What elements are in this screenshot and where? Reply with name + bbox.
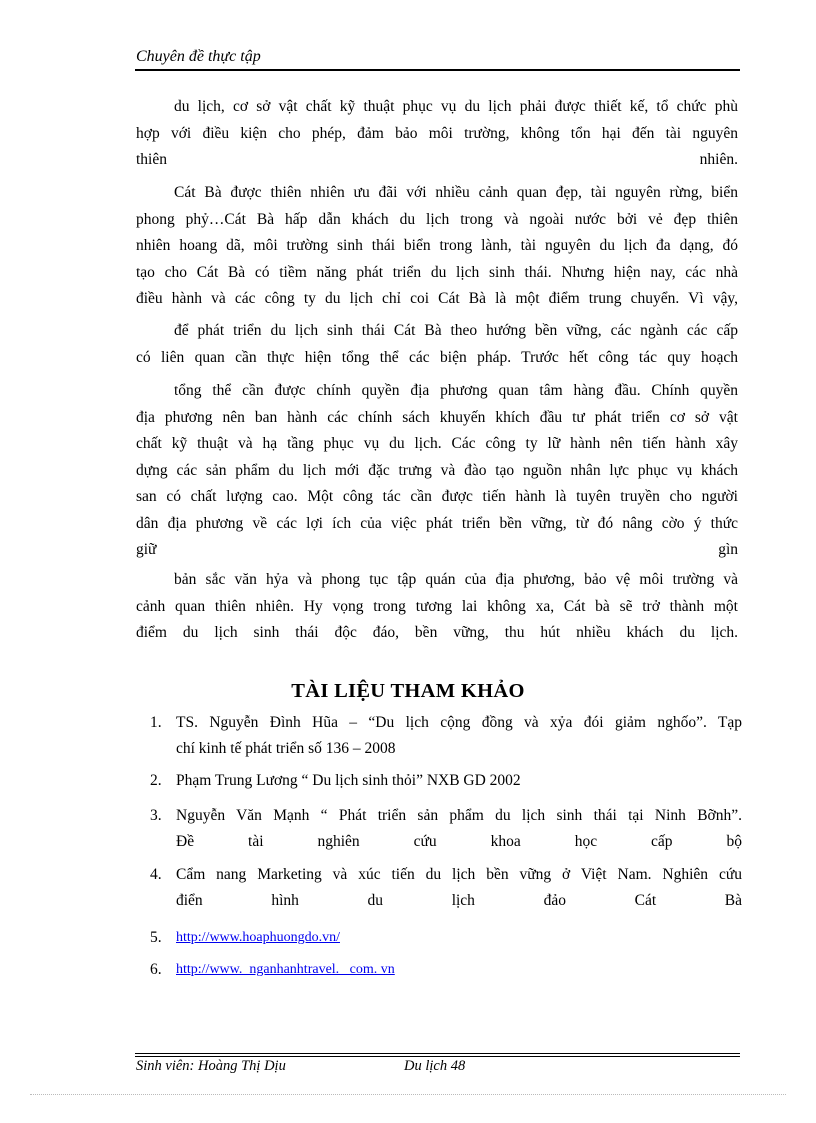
- reference-item: [150, 925, 742, 951]
- header-title: Chuyên đề thực tập: [136, 48, 261, 65]
- reference-item: [150, 803, 742, 855]
- reference-item: [150, 768, 742, 794]
- reference-number: 5.: [150, 929, 162, 946]
- reference-number: 2.: [150, 772, 162, 789]
- paragraph-line: thiên nhiên.: [136, 151, 738, 168]
- paragraph-5: [136, 567, 738, 647]
- paragraph-line: điều hành và các công ty du lịch chỉ coi Cát Bà là một điểm trung chuyển. Vì vậy,: [136, 290, 738, 307]
- page-edge: [30, 1094, 786, 1095]
- footer-rule: [135, 1056, 740, 1057]
- reference-item: [150, 957, 742, 983]
- reference-number: 3.: [150, 807, 162, 824]
- paragraph-line: tổng thể cần được chính quyền địa phương quan tâm hàng đầu. Chính quyền: [174, 382, 738, 399]
- reference-link[interactable]: http://www.hoaphuongdo.vn/: [176, 930, 340, 945]
- footer-class: Du lịch 48: [404, 1058, 466, 1074]
- reference-number: 6.: [150, 961, 162, 978]
- reference-number: 4.: [150, 866, 162, 883]
- paragraph-line: điểm du lịch sinh thái độc đáo, bền vững, thu hút nhiều khách du lịch.: [136, 624, 738, 641]
- footer-student: Sinh viên: Hoàng Thị Dịu: [136, 1058, 286, 1074]
- paragraph-line: để phát triển du lịch sinh thái Cát Bà theo hướng bền vững, các ngành các cấp: [174, 322, 738, 339]
- paragraph-line: Cát Bà được thiên nhiên ưu đãi với nhiều cảnh quan đẹp, tài nguyên rừng, biển: [174, 184, 738, 201]
- paragraph-line: hợp với điều kiện cho phép, đảm bảo môi trường, không tổn hại đến tài nguyên: [136, 124, 738, 142]
- header-rule: [135, 69, 740, 71]
- reference-line: TS. Nguyễn Đình Hũa – “Du lịch cộng đồng và xỷa đói giảm nghốo”. Tạp: [176, 714, 742, 731]
- reference-item: [150, 710, 742, 762]
- paragraph-line: dựng các sản phẩm du lịch mới đặc trưng và đào tạo nguồn nhân lực phục vụ khách: [136, 461, 738, 479]
- paragraph-line: chất kỹ thuật và hạ tầng phục vụ du lịch. Các công ty lữ hành nên tiến hành xây: [136, 435, 738, 452]
- paragraph-line: san có chất lượng cao. Một công tác cần được tiến hành là tuyên truyền cho người: [136, 488, 738, 505]
- reference-line: Nguyễn Văn Mạnh “ Phát triển sản phẩm du lịch sinh thái tại Ninh Bỡnh”.: [176, 807, 742, 824]
- reference-line: Cẩm nang Marketing và xúc tiến du lịch bền vững ở Việt Nam. Nghiên cứu: [176, 866, 742, 883]
- footer-rule: [135, 1053, 740, 1054]
- reference-line: Đề tài nghiên cứu khoa học cấp bộ: [176, 833, 742, 850]
- paragraph-line: giữ gìn: [136, 541, 738, 558]
- reference-line: điển hình du lịch đảo Cát Bà: [176, 892, 742, 909]
- paragraph-line: dân địa phương về các lợi ích của việc phát triển bền vững, từ đó nâng cờo ý thức: [136, 514, 738, 532]
- paragraph-line: có liên quan cần thực hiện tổng thể các biện pháp. Trước hết công tác quy hoạch: [136, 348, 738, 366]
- paragraph-line: bản sắc văn hỷa và phong tục tập quán của địa phương, bảo vệ môi trường và: [174, 571, 738, 588]
- paragraph-2: [136, 180, 738, 313]
- paragraph-line: phong phỷ…Cát Bà hấp dẫn khách du lịch trong và ngoài nước bởi vẻ đẹp thiên: [136, 210, 738, 228]
- reference-item: [150, 862, 742, 914]
- paragraph-line: cảnh quan thiên nhiên. Hy vọng trong tương lai không xa, Cát bà sẽ trở thành một: [136, 597, 738, 615]
- paragraph-3: [136, 318, 738, 371]
- paragraph-1: [136, 94, 738, 174]
- reference-number: 1.: [150, 714, 162, 731]
- references-title: TÀI LIỆU THAM KHẢO: [291, 680, 525, 702]
- paragraph-line: địa phương nên ban hành các chính sách khuyến khích đầu tư phát triển cơ sở vật: [136, 408, 738, 426]
- paragraph-line: tạo cho Cát Bà có tiềm năng phát triển du lịch sinh thái. Nhưng hiện nay, các nhà: [136, 263, 738, 281]
- reference-line: chí kinh tế phát triển số 136 – 2008: [176, 740, 396, 757]
- paragraph-line: du lịch, cơ sở vật chất kỹ thuật phục vụ du lịch phải được thiết kế, tổ chức phù: [174, 98, 738, 115]
- reference-link[interactable]: http://www. nganhanhtravel. com. vn: [176, 962, 395, 977]
- paragraph-4: [136, 378, 738, 564]
- reference-line: Phạm Trung Lương “ Du lịch sinh thỏi” NXB GD 2002: [176, 772, 521, 789]
- paragraph-line: nhiên hoang dã, môi trường sinh thái biển trong lành, tài nguyên du lịch đa dạng, đó: [136, 237, 738, 254]
